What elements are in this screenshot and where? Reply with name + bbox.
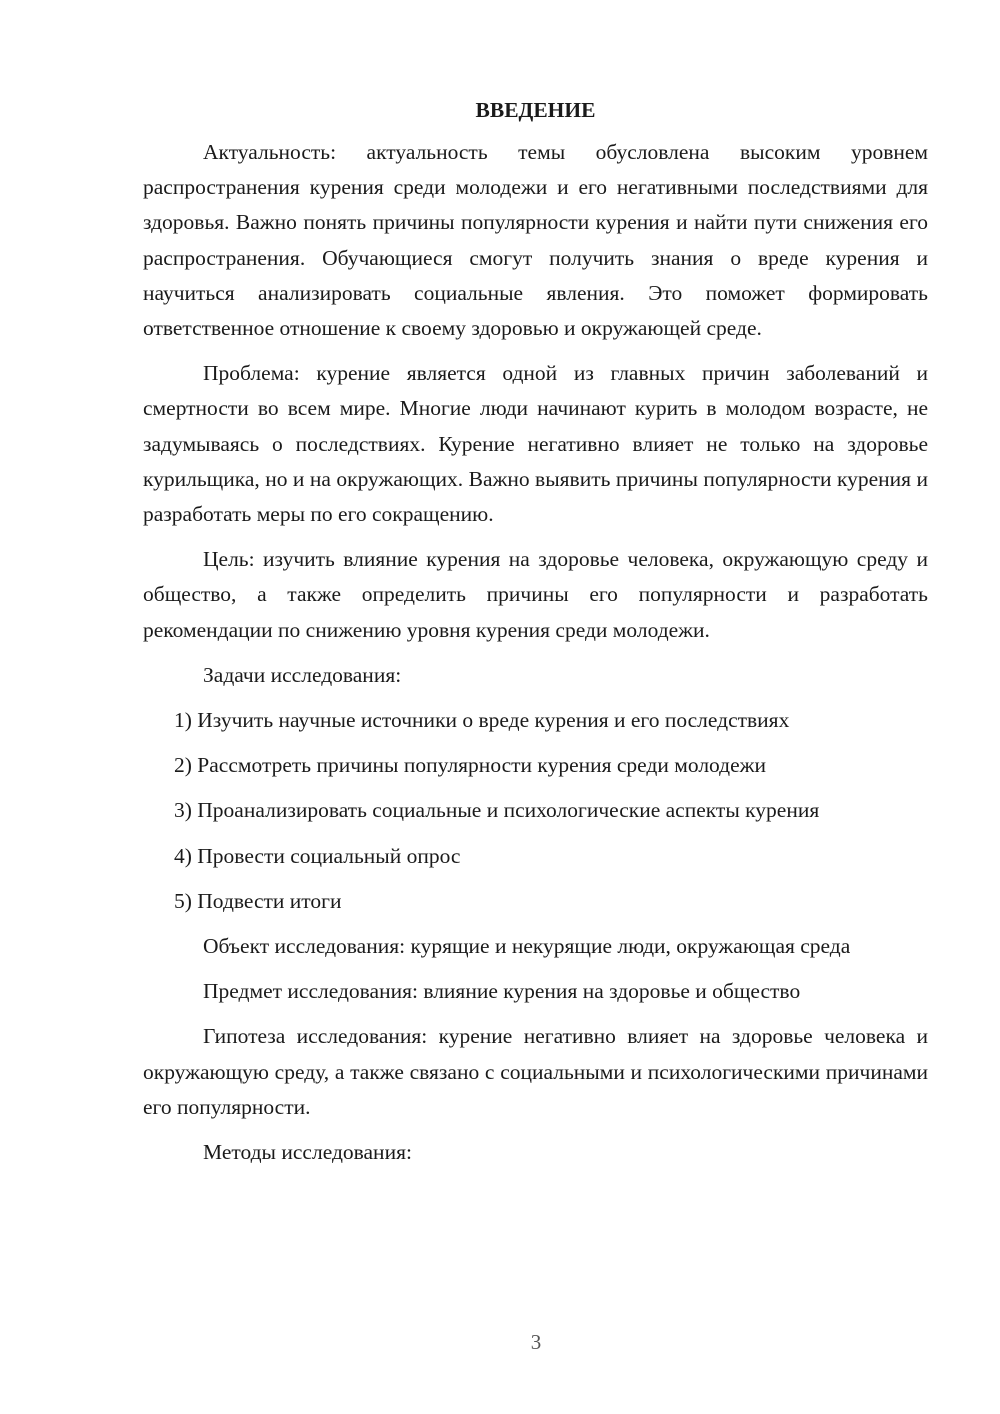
document-page (143, 95, 928, 1180)
list-item: 1) Изучить научные источники о вреде курения и его последствиях (174, 708, 790, 733)
tasks-list (143, 703, 928, 919)
paragraph-relevance: Актуальность: актуальность темы обусловлена высоким уровнем распространения курения среди молодежи и его негативными последствиями для здоровья. Важно понять причины популярности курения и найти пути снижения его распространения. Обучающиеся смогут получить знания о вреде курения и научиться анализировать социальные явления. Это поможет формировать ответственное отношение к своему здоровью и окружающей среде. (143, 140, 928, 341)
list-item: 2) Рассмотреть причины популярности курения среди молодежи (174, 753, 767, 778)
section-title: ВВЕДЕНИЕ (475, 98, 596, 122)
list-item: 5) Подвести итоги (174, 888, 342, 913)
methods-heading: Методы исследования: (203, 1140, 412, 1165)
paragraph-subject: Предмет исследования: влияние курения на здоровье и общество (203, 979, 801, 1004)
tasks-heading: Задачи исследования: (203, 662, 402, 687)
list-item: 3) Проанализировать социальные и психологические аспекты курения (174, 798, 820, 823)
list-item: 4) Провести социальный опрос (174, 843, 461, 868)
paragraph-goal: Цель: изучить влияние курения на здоровье человека, окружающую среду и общество, а также определить причины его популярности и разработать рекомендации по снижению уровня курения среди молодежи. (143, 547, 928, 642)
paragraph-hypothesis: Гипотеза исследования: курение негативно влияет на здоровье человека и окружающую среду, а также связано с социальными и психологическими причинами его популярности. (143, 1024, 928, 1119)
paragraph-object: Объект исследования: курящие и некурящие люди, окружающая среда (203, 934, 851, 959)
page-number: 3 (530, 1330, 542, 1354)
paragraph-problem: Проблема: курение является одной из главных причин заболеваний и смертности во всем мире. Многие люди начинают курить в молодом возрасте, не задумываясь о последствиях. Курение негативно влияет не только на здоровье курильщика, но и на окружающих. Важно выявить причины популярности курения и разработать меры по его сокращению. (143, 361, 928, 527)
